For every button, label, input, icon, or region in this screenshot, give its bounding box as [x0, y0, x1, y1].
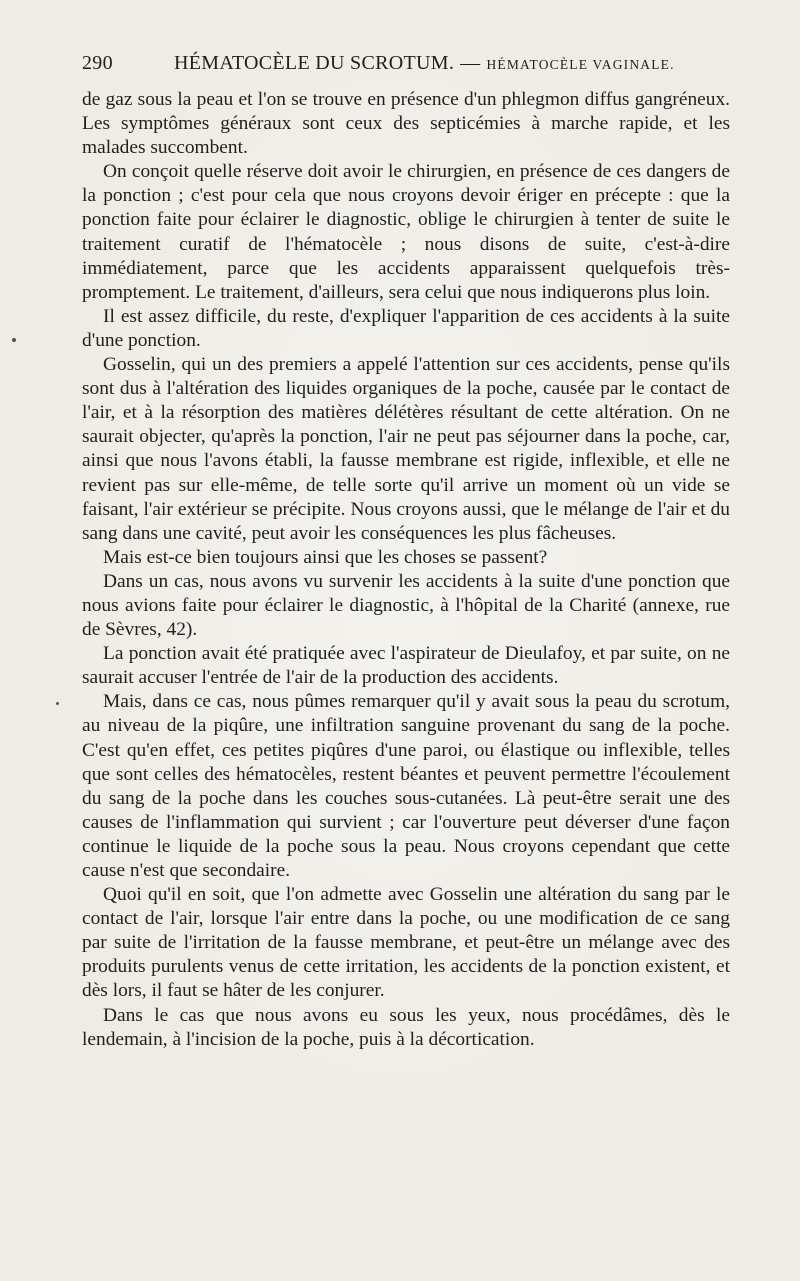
body-text	[82, 88, 730, 1052]
paragraph: Quoi qu'il en soit, que l'on admette avec Gosselin une altération du sang par le contact de l'air, lorsque l'air entre dans la poche, ou une modification de ce sang par suite de l'irritation de la fausse membrane, et peut-être un mélange avec des produits purulents venus de cette irritation, les accidents de la ponction existent, et dès lors, il faut se hâter de les conjurer.	[82, 884, 730, 1002]
paragraph: Dans un cas, nous avons vu survenir les accidents à la suite d'une ponction que nous avions faite pour éclairer le diagnostic, à l'hôpital de la Charité (annexe, rue de Sèvres, 42).	[82, 570, 730, 641]
running-head	[82, 52, 732, 75]
running-head-dash: —	[460, 52, 481, 74]
paragraph: Il est assez difficile, du reste, d'expliquer l'apparition de ces accidents à la suite d'une ponction.	[82, 305, 730, 351]
running-title: HÉMATOCÈLE DU SCROTUM.	[174, 52, 455, 74]
margin-speck	[56, 702, 59, 705]
paragraph: La ponction avait été pratiquée avec l'aspirateur de Dieulafoy, et par suite, on ne saurait accuser l'entrée de l'air de la production des accidents.	[82, 643, 730, 689]
margin-speck	[12, 338, 16, 342]
paragraph: Gosselin, qui un des premiers a appelé l'attention sur ces accidents, pense qu'ils sont dus à l'altération des liquides organiques de la poche, causée par le contact de l'air, et à la résorption des matières délétères résultant de cette altération. On ne saurait objecter, qu'après la ponction, l'air ne peut pas séjourner dans la poche, car, ainsi que nous l'avons établi, la fausse membrane est rigide, inflexible, et elle ne revient pas sur elle-même, de telle sorte qu'il arrive un moment où un vide se faisant, l'air extérieur se précipite. Nous croyons aussi, que le mélange de l'air et du sang dans une cavité, peut avoir les conséquences les plus fâcheuses.	[82, 354, 730, 544]
paragraph: de gaz sous la peau et l'on se trouve en présence d'un phlegmon diffus gangréneux. Les symptômes généraux sont ceux des septicémies à marche rapide, et les malades succombent.	[82, 89, 730, 159]
paragraph: Dans le cas que nous avons eu sous les yeux, nous procédâmes, dès le lendemain, à l'incision de la poche, puis à la décortication.	[82, 1004, 730, 1050]
paragraph: On conçoit quelle réserve doit avoir le chirurgien, en présence de ces dangers de la ponction ; c'est pour cela que nous croyons devoir ériger en précepte : que la ponction faite pour éclairer le diagnostic, oblige le chirurgien à tenter de suite le traitement curatif de l'hématocèle ; nous disons de suite, c'est-à-dire immédiatement, parce que les accidents apparaissent quelquefois très-promptement. Le traitement, d'ailleurs, sera celui que nous indiquerons plus loin.	[82, 161, 730, 303]
paragraph: Mais, dans ce cas, nous pûmes remarquer qu'il y avait sous la peau du scrotum, au niveau de la piqûre, une infiltration sanguine provenant du sang de la poche. C'est qu'en effet, ces petites piqûres d'une paroi, ou élastique ou inflexible, telles que sont celles des hématocèles, restent béantes et peuvent permettre l'écoulement du sang de la poche dans les couches sous-cutanées. Là peut-être serait une des causes de l'inflammation qui survient ; car l'ouverture peut déverser d'une façon continue le liquide de la poche sous la peau. Nous croyons cependant que cette cause n'est que secondaire.	[82, 691, 730, 881]
page-number: 290	[82, 52, 113, 74]
running-subtitle: HÉMATOCÈLE VAGINALE.	[486, 57, 675, 72]
paragraph: Mais est-ce bien toujours ainsi que les choses se passent?	[103, 546, 548, 568]
